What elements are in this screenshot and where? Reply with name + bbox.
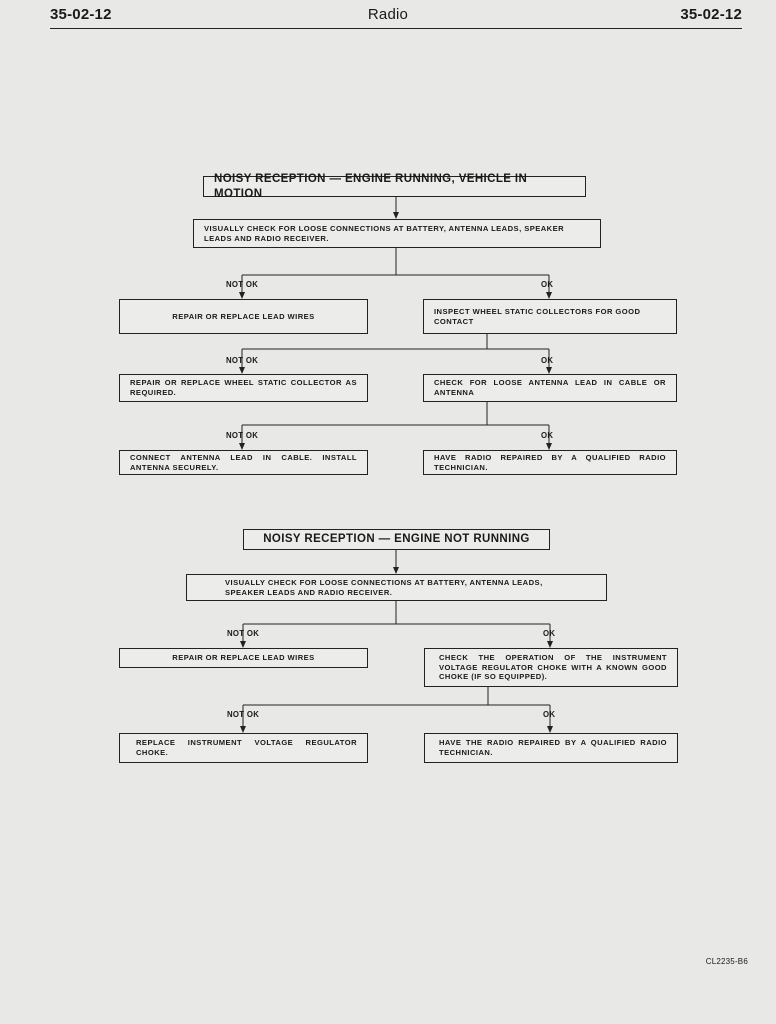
chart1-l1-ok-label: OK bbox=[541, 280, 554, 289]
chart1-l1-left-box: REPAIR OR REPLACE LEAD WIRES bbox=[119, 299, 368, 334]
chart1-l3-ok-label: OK bbox=[541, 431, 554, 440]
arrow-c1-l1-left bbox=[239, 292, 245, 299]
arrow-c2-l1-right bbox=[547, 641, 553, 648]
arrow-c1-l1-right bbox=[546, 292, 552, 299]
chart2-l1-not-ok-label: NOT OK bbox=[227, 629, 260, 638]
chart2-step1-box: VISUALLY CHECK FOR LOOSE CONNECTIONS AT BATTERY, ANTENNA LEADS, SPEAKER LEADS AND RADIO RECEIVER. bbox=[186, 574, 607, 601]
chart2-l2-not-ok-label: NOT OK bbox=[227, 710, 260, 719]
chart1-title-box: NOISY RECEPTION — ENGINE RUNNING, VEHICLE IN MOTION bbox=[203, 176, 586, 197]
chart2-l2-right-box: HAVE THE RADIO REPAIRED BY A QUALIFIED RADIO TECHNICIAN. bbox=[424, 733, 678, 763]
chart1-step1-box: VISUALLY CHECK FOR LOOSE CONNECTIONS AT BATTERY, ANTENNA LEADS, SPEAKER LEADS AND RADIO RECEIVER. bbox=[193, 219, 601, 248]
section-title: Radio bbox=[367, 6, 409, 23]
chart1-l2-right-box: CHECK FOR LOOSE ANTENNA LEAD IN CABLE OR ANTENNA bbox=[423, 374, 677, 402]
chart2-l2-left-box: REPLACE INSTRUMENT VOLTAGE REGULATOR CHOKE. bbox=[119, 733, 368, 763]
chart1-l2-ok-label: OK bbox=[541, 356, 554, 365]
arrow-c2-l1-left bbox=[240, 641, 246, 648]
chart1-l1-right-box: INSPECT WHEEL STATIC COLLECTORS FOR GOOD CONTACT bbox=[423, 299, 677, 334]
chart1-l3-left-box: CONNECT ANTENNA LEAD IN CABLE. INSTALL ANTENNA SECURELY. bbox=[119, 450, 368, 475]
chart1-l2-not-ok-label: NOT OK bbox=[226, 356, 259, 365]
chart2-l2-ok-label: OK bbox=[543, 710, 556, 719]
chart1-l2-left-box: REPAIR OR REPLACE WHEEL STATIC COLLECTOR AS REQUIRED. bbox=[119, 374, 368, 402]
arrow-c1-step1 bbox=[393, 212, 399, 219]
arrow-c1-l2-right bbox=[546, 367, 552, 374]
chart1-l1-not-ok-label: NOT OK bbox=[226, 280, 259, 289]
arrow-c1-l3-right bbox=[546, 443, 552, 450]
page-number-right: 35-02-12 bbox=[680, 6, 742, 23]
arrow-c2-l2-left bbox=[240, 726, 246, 733]
arrow-c1-l2-left bbox=[239, 367, 245, 374]
chart2-l1-left-box: REPAIR OR REPLACE LEAD WIRES bbox=[119, 648, 368, 668]
figure-code: CL2235-B6 bbox=[705, 957, 748, 966]
arrow-c2-step1 bbox=[393, 567, 399, 574]
arrow-c2-l2-right bbox=[547, 726, 553, 733]
page-number-left: 35-02-12 bbox=[50, 6, 112, 23]
chart1-l3-not-ok-label: NOT OK bbox=[226, 431, 259, 440]
arrow-c1-l3-left bbox=[239, 443, 245, 450]
chart1-l3-right-box: HAVE RADIO REPAIRED BY A QUALIFIED RADIO TECHNICIAN. bbox=[423, 450, 677, 475]
chart2-l1-ok-label: OK bbox=[543, 629, 556, 638]
chart2-l1-right-box: CHECK THE OPERATION OF THE INSTRUMENT VOLTAGE REGULATOR CHOKE WITH A KNOWN GOOD CHOKE (IF SO EQUIPPED). bbox=[424, 648, 678, 687]
chart2-title-box: NOISY RECEPTION — ENGINE NOT RUNNING bbox=[243, 529, 550, 550]
